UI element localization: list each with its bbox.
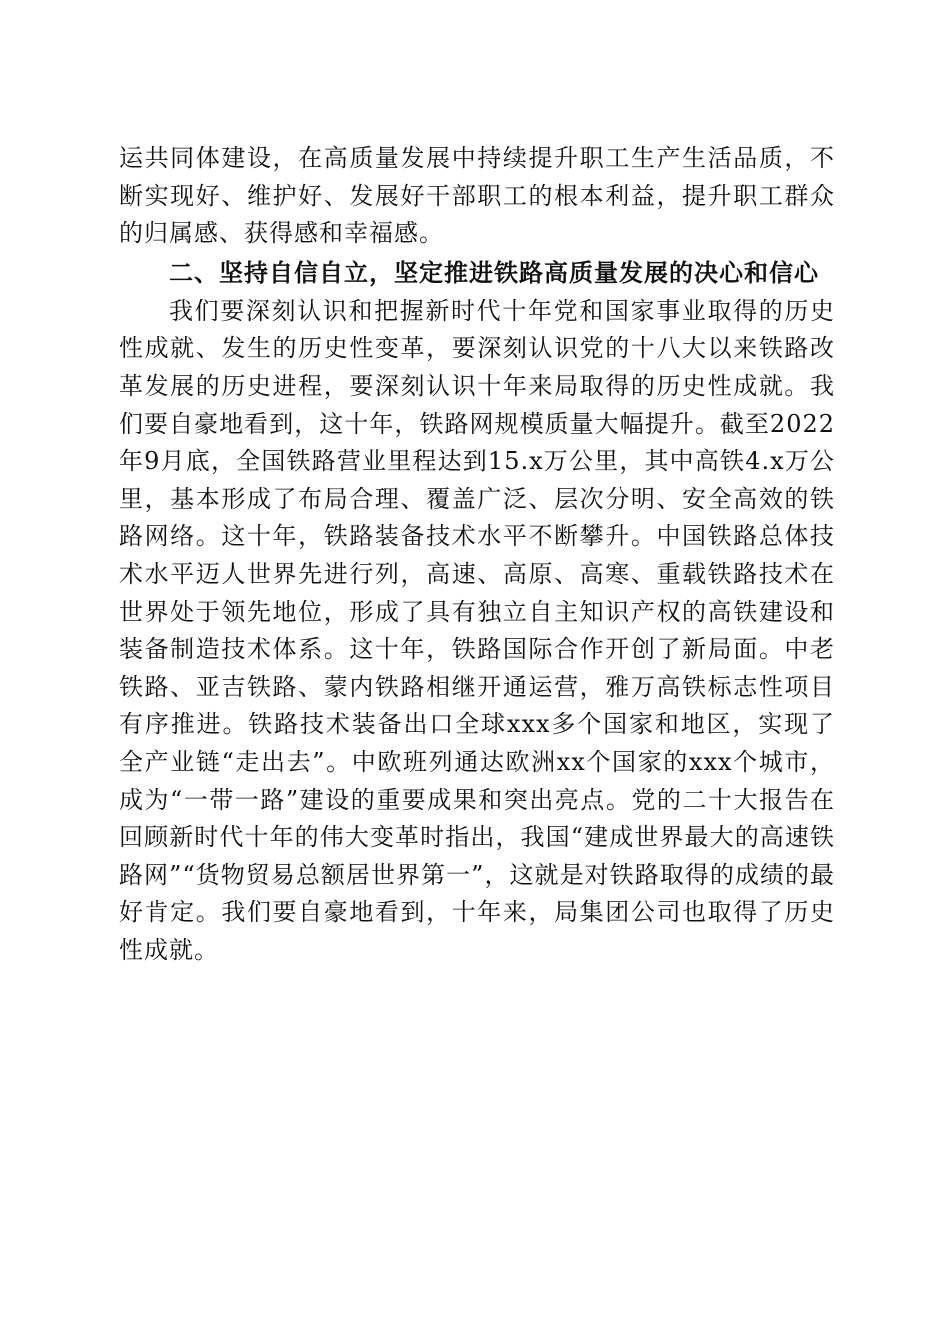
document-body — [119, 140, 835, 969]
paragraph-continuation: 运共同体建设，在高质量发展中持续提升职工生产生活品质，不断实现好、维护好、发展好干部职工的根本利益，提升职工群众的归属感、获得感和幸福感。 — [119, 144, 835, 248]
paragraph-body: 我们要深刻认识和把握新时代十年党和国家事业取得的历史性成就、发生的历史性变革，要深刻认识党的十八大以来铁路改革发展的历史进程，要深刻认识十年来局取得的历史性成就。我们要自豪地看到，这十年，铁路网规模质量大幅提升。截至2022年9月底，全国铁路营业里程达到15.x万公里，其中高铁4.x万公里，基本形成了布局合理、覆盖广泛、层次分明、安全高效的铁路网络。这十年，铁路装备技术水平不断攀升。中国铁路总体技术水平迈人世界先进行列，高速、高原、高寒、重载铁路技术在世界处于领先地位，形成了具有独立自主知识产权的高铁建设和装备制造技术体系。这十年，铁路国际合作开创了新局面。中老铁路、亚吉铁路、蒙内铁路相继开通运营，雅万高铁标志性项目有序推进。铁路技术装备出口全球xxx多个国家和地区，实现了全产业链“走出去”。中欧班列通达欧洲xx个国家的xxx个城市，成为“一带一路”建设的重要成果和突出亮点。党的二十大报告在回顾新时代十年的伟大变革时指出，我国“建成世界最大的高速铁路网”“货物贸易总额居世界第一”，这就是对铁路取得的成绩的最好肯定。我们要自豪地看到，十年来，局集团公司也取得了历史性成就。 — [119, 296, 835, 964]
section-heading: 二、坚持自信自立，坚定推进铁路高质量发展的决心和信心 — [169, 258, 819, 287]
